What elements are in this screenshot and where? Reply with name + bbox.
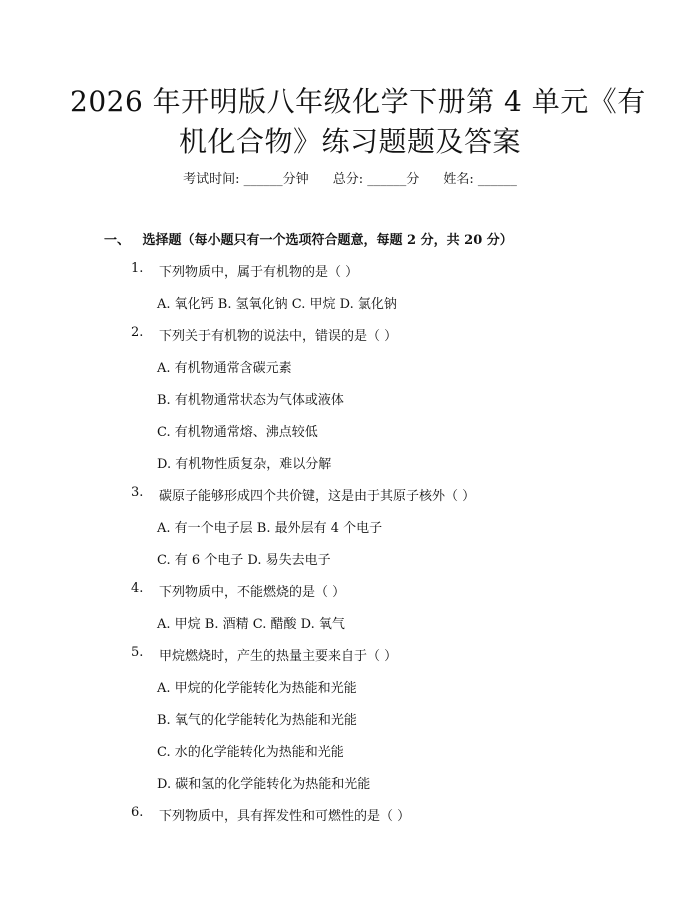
question-text: 甲烷燃烧时，产生的热量主要来自于（ ）	[159, 649, 398, 664]
page-title	[70, 82, 646, 162]
question-text: 碳原子能够形成四个共价键，这是由于其原子核外（ ）	[159, 489, 476, 504]
section-number: 一、	[104, 233, 131, 248]
question-number: 4.	[131, 581, 144, 596]
question-2-option-d: D. 有机物性质复杂，难以分解	[157, 457, 332, 472]
question-number: 3.	[131, 485, 144, 500]
question-5-option-b: B. 氧气的化学能转化为热能和光能	[157, 713, 357, 728]
section-heading	[104, 229, 513, 248]
title-line-1: 2026 年开明版八年级化学下册第 4 单元《有	[70, 85, 646, 118]
exam-time: 考试时间: ______分钟	[183, 172, 309, 187]
question-text: 下列物质中，具有挥发性和可燃性的是（ ）	[159, 809, 411, 824]
question-3-options-cd: C. 有 6 个电子 D. 易失去电子	[157, 553, 331, 568]
question-3-options-ab: A. 有一个电子层 B. 最外层有 4 个电子	[157, 521, 383, 536]
exam-info	[0, 168, 700, 187]
question-1-options: A. 氧化钙 B. 氢氧化钠 C. 甲烷 D. 氯化钠	[157, 297, 397, 312]
title-line-2: 机化合物》练习题题及答案	[178, 125, 521, 158]
section-title: 选择题（每小题只有一个选项符合题意，每题 2 分，共 20 分）	[142, 233, 513, 248]
question-number: 2.	[131, 325, 144, 340]
question-5-option-a: A. 甲烷的化学能转化为热能和光能	[157, 681, 357, 696]
question-5-option-c: C. 水的化学能转化为热能和光能	[157, 745, 344, 760]
question-number: 6.	[131, 805, 144, 820]
question-number: 5.	[131, 645, 144, 660]
question-2-option-c: C. 有机物通常熔、沸点较低	[157, 425, 318, 440]
question-text: 下列物质中，不能燃烧的是（ ）	[159, 585, 346, 600]
question-2-option-b: B. 有机物通常状态为气体或液体	[157, 393, 344, 408]
total-score: 总分: ______分	[332, 172, 420, 187]
question-text: 下列物质中，属于有机物的是（ ）	[159, 265, 359, 280]
question-2-option-a: A. 有机物通常含碳元素	[157, 361, 292, 376]
question-number: 1.	[131, 261, 144, 276]
question-4-options: A. 甲烷 B. 酒精 C. 醋酸 D. 氧气	[157, 617, 345, 632]
question-text: 下列关于有机物的说法中，错误的是（ ）	[159, 329, 398, 344]
question-5-option-d: D. 碳和氢的化学能转化为热能和光能	[157, 777, 371, 792]
student-name: 姓名: ______	[443, 172, 517, 187]
